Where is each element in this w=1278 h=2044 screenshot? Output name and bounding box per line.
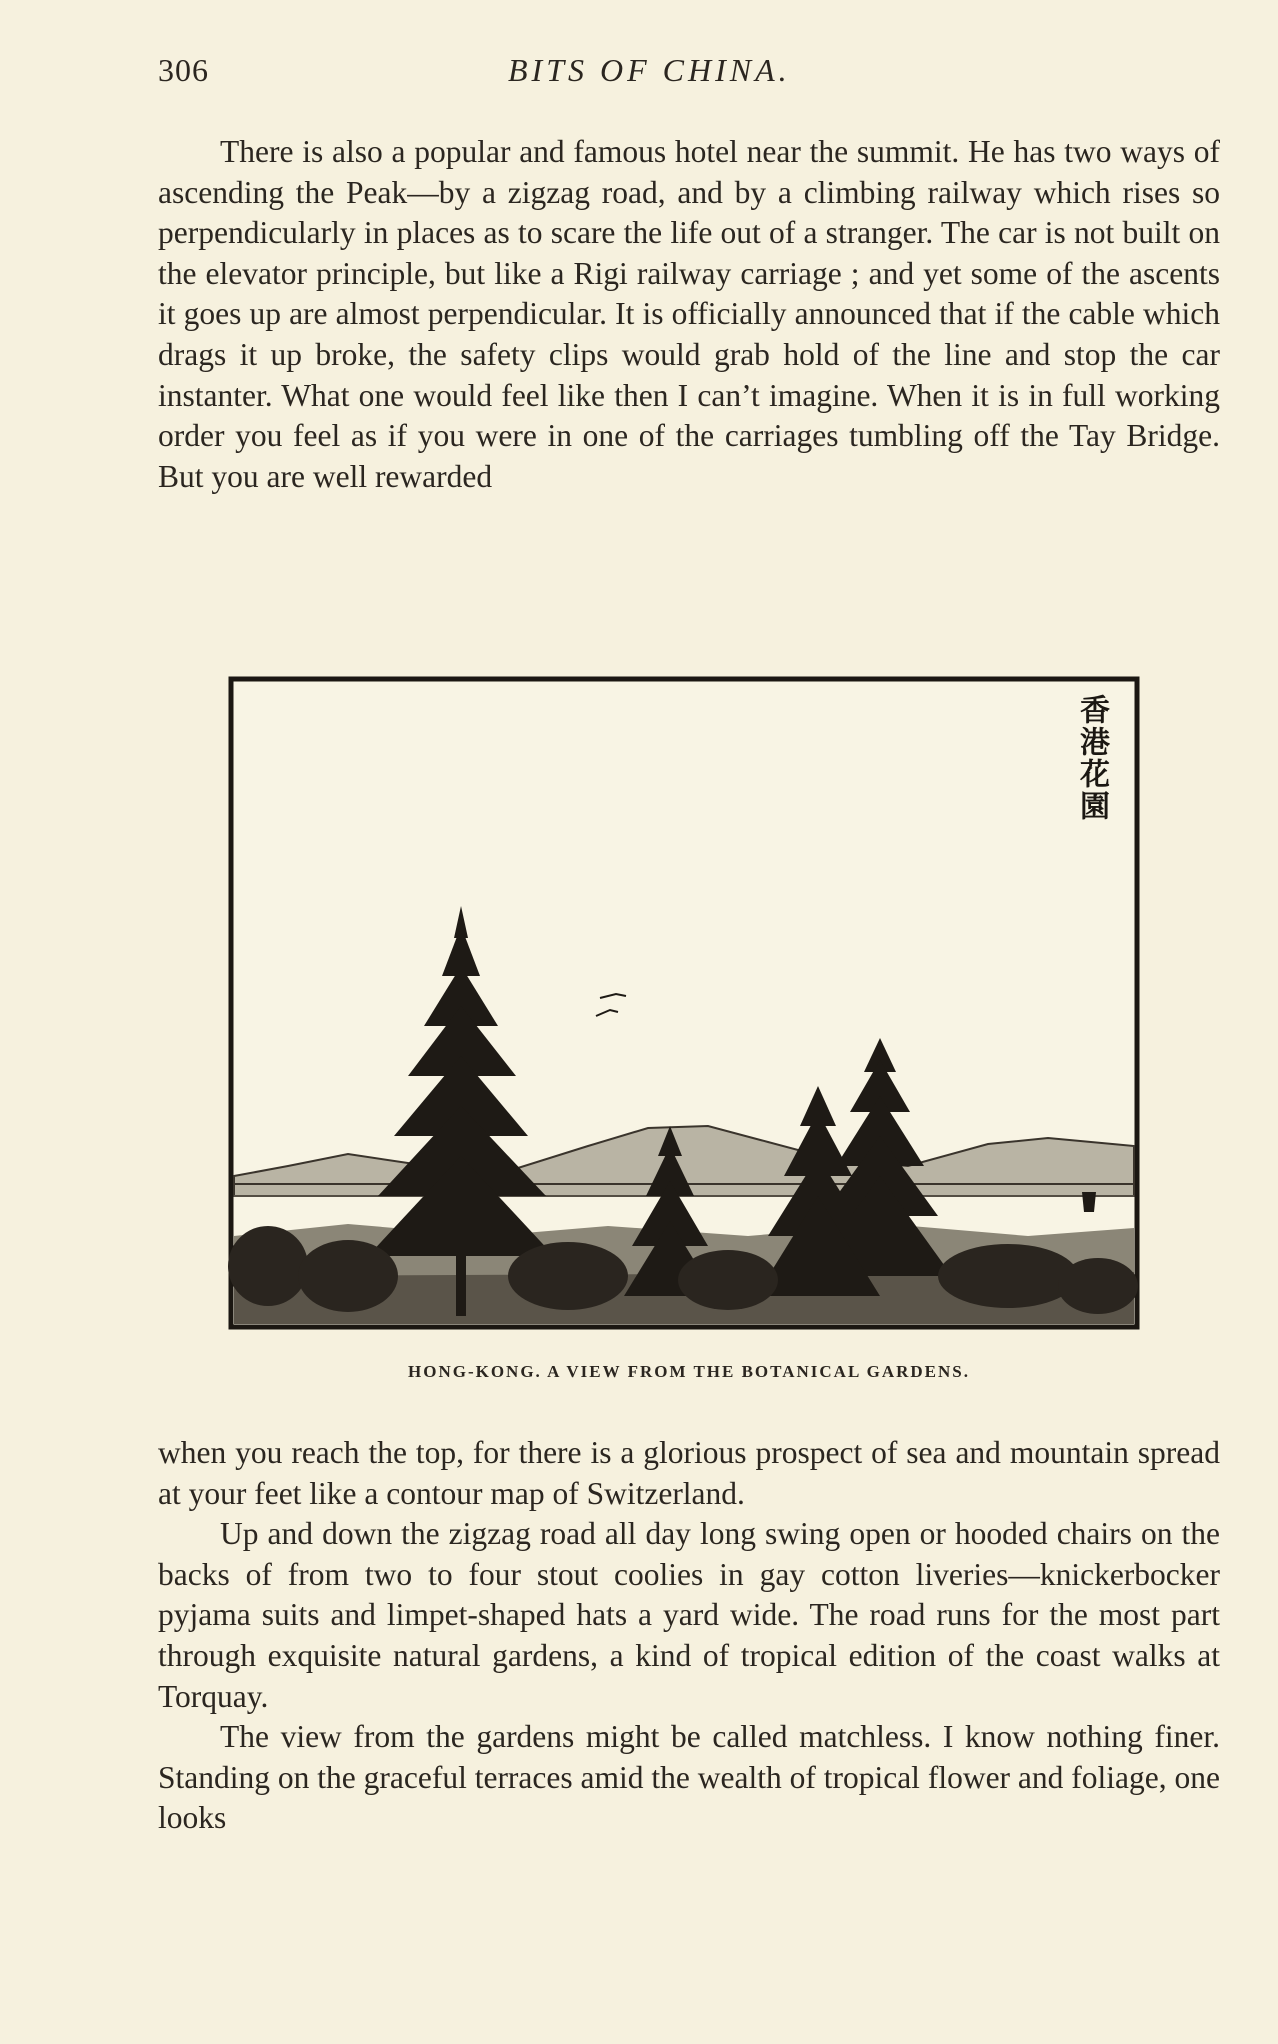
figure-caption: HONG-KONG. A VIEW FROM THE BOTANICAL GARDENS.: [408, 1362, 970, 1381]
running-head: BITS OF CHINA.: [508, 52, 791, 88]
bottom-text-block: [158, 1433, 1220, 1839]
illustration-hong-kong: [228, 676, 1140, 1330]
page-number: 306: [158, 52, 209, 88]
page-header: [158, 52, 1220, 102]
top-text-block: [158, 132, 1220, 497]
chinese-inscription: 香港花園: [1074, 694, 1109, 822]
woodcut-illustration: [228, 676, 1140, 1330]
paragraph: There is also a popular and famous hotel near the summit. He has two ways of ascending the Peak—by a zigzag road, and by a climbing railway which rises so perpendicularly in places as to scare the life out of a stranger. The car is not built on the elevator principle, but like a Rigi railway carriage ; and yet some of the ascents it goes up are almost perpendicular. It is officially announced that if the cable which drags it up broke, the safety clips would grab hold of the line and stop the car instanter. What one would feel like then I can’t imagine. When it is in full working order you feel as if you were in one of the carriages tumbling off the Tay Bridge. But you are well rewarded: [158, 134, 1220, 494]
paragraph: The view from the gardens might be called matchless. I know nothing finer. Standing on the graceful terraces amid the wealth of tropical flower and foliage, one looks: [158, 1719, 1220, 1836]
paragraph: Up and down the zigzag road all day long swing open or hooded chairs on the backs of from two to four stout coolies in gay cotton liveries—knickerbocker pyjama suits and limpet-shaped hats a yard wide. The road runs for the most part through exquisite natural gardens, a kind of tropical edition of the coast walks at Torquay.: [158, 1516, 1220, 1714]
paragraph: when you reach the top, for there is a glorious prospect of sea and mountain spread at your feet like a contour map of Switzerland.: [158, 1435, 1220, 1511]
